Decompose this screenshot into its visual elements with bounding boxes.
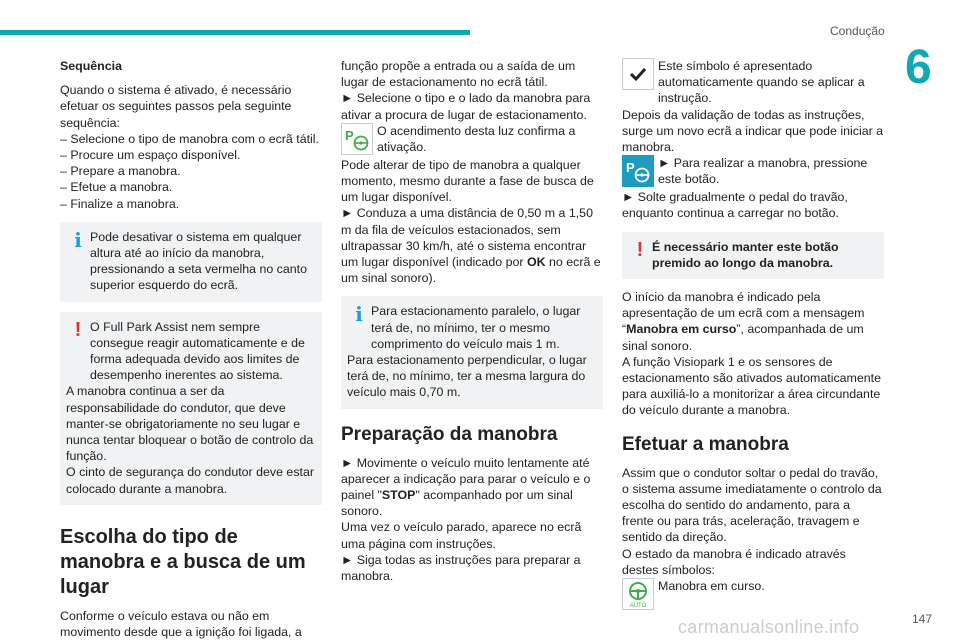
- section-title-preparation: Preparação da manobra: [341, 423, 558, 445]
- chapter-number: 6: [905, 41, 932, 94]
- maneuver-message: Manobra em curso: [626, 322, 737, 337]
- info-note-text: Pode desativar o sistema em qualquer altura até ao início da manobra, pressionando a seta vermelha no canto superior esquerdo do ecrã.: [90, 229, 307, 293]
- section-title-choice: Escolha do tipo de manobra e a busca de um lugar: [60, 525, 306, 598]
- warning-text: A manobra continua a ser da responsabilidade do condutor, que deve manter-se obrigatoriamente no seu lugar e nunca tentar bloquear o botão de controlo da função.: [66, 384, 314, 464]
- checkmark-icon: [622, 58, 654, 90]
- section-title-execute: Efetuar a manobra: [622, 433, 789, 455]
- paragraph: ► Movimente o veículo muito lentamente até aparecer a indicação para parar o veículo e o painel "STOP" acompanhado por um sinal sonoro.: [341, 455, 591, 519]
- check-symbol-text: Este símbolo é apresentado automaticamente quando se aplicar a instrução.: [658, 59, 865, 106]
- paragraph: ► Solte gradualmente o pedal do travão, enquanto continua a carregar no botão.: [622, 190, 848, 221]
- warning-text: É necessário manter este botão premido ao longo da manobra.: [652, 239, 839, 270]
- svg-text:AUTO: AUTO: [629, 603, 647, 609]
- paragraph: Pode alterar de tipo de manobra a qualquer momento, mesmo durante a fase de busca de um lugar disponível.: [341, 157, 594, 205]
- choice-text: Conforme o veículo estava ou não em movimento desde que a ignição foi ligada, a: [60, 608, 302, 640]
- paragraph: função propõe a entrada ou a saída de um lugar de estacionamento no ecrã tátil.: [341, 59, 576, 90]
- paragraph: ► Conduza a uma distância de 0,50 m a 1,50 m da fila de veículos estacionados, sem ultrapassar 30 km/h, até o sistema encontrar um lugar disponível (indicado por OK no ecrã e um sinal sonoro).: [341, 206, 601, 286]
- park-light-block: [341, 123, 603, 157]
- paragraph: A função Visiopark 1 e os sensores de estacionamento são ativados automaticamente para auxiliá-lo a monitorizar a área circundante do veículo durante a manobra.: [622, 354, 881, 418]
- step-item: – Selecione o tipo de manobra com o ecrã tátil.: [60, 131, 319, 146]
- park-light-text: O acendimento desta luz confirma a ativação.: [377, 123, 576, 155]
- info-note-text: Para estacionamento paralelo, o lugar terá de, no mínimo, ter o mesmo comprimento do veículo mais 1 m.: [371, 304, 581, 351]
- warning-icon: !: [74, 318, 82, 341]
- info-icon: i: [355, 302, 363, 327]
- warning-text: O cinto de segurança do condutor deve estar colocado durante a manobra.: [66, 465, 314, 496]
- auto-symbol-block: [622, 578, 884, 612]
- step-item: – Finalize a manobra.: [60, 196, 180, 211]
- step-item: – Efetue a manobra.: [60, 180, 173, 195]
- paragraph: O início da manobra é indicado pela apresentação de um ecrã com a mensagem “Manobra em curso”, acompanhada de um sinal sonoro.: [622, 290, 865, 353]
- header-title: Condução: [830, 24, 885, 38]
- column-3: [622, 58, 884, 612]
- auto-symbol-text: Manobra em curso.: [658, 579, 765, 594]
- paragraph: ► Siga todas as instruções para preparar a manobra.: [341, 552, 581, 584]
- svg-text:P: P: [626, 160, 635, 176]
- step-item: – Procure um espaço disponível.: [60, 148, 241, 163]
- sequence-intro: Quando o sistema é ativado, é necessário efetuar os seguintes passos pela seguinte sequência:: [60, 83, 292, 130]
- info-icon: i: [74, 227, 82, 252]
- check-symbol-block: [622, 58, 884, 107]
- info-note: [341, 296, 603, 408]
- paragraph: O estado da manobra é indicado através destes símbolos:: [622, 546, 846, 577]
- park-button-text: ► Para realizar a manobra, pressione este botão.: [658, 156, 868, 187]
- column-1: [60, 58, 322, 640]
- paragraph: Uma vez o veículo parado, aparece no ecrã uma página com instruções.: [341, 520, 582, 551]
- ok-label: OK: [526, 255, 546, 270]
- info-note-text: Para estacionamento perpendicular, o lugar terá de, no mínimo, ter a mesma largura do veículo mais 0,70 m.: [347, 353, 587, 400]
- watermark: carmanualsonline.info: [678, 617, 860, 637]
- svg-text:P: P: [345, 127, 354, 143]
- info-note: [60, 222, 322, 302]
- page-number: 147: [912, 612, 933, 626]
- park-assist-button-icon: [622, 155, 654, 187]
- column-2: [341, 58, 603, 584]
- park-button-block: [622, 155, 884, 189]
- step-item: – Prepare a manobra.: [60, 164, 181, 179]
- warning-note: [622, 232, 884, 279]
- warning-text: O Full Park Assist nem sempre consegue reagir automaticamente e de forma adequada devido aos limites de desempenho inerentes ao sistema.: [90, 319, 305, 383]
- header-accent-bar: [0, 30, 470, 35]
- warning-icon: !: [636, 238, 644, 261]
- park-assist-light-icon: [341, 123, 373, 155]
- paragraph: Depois da validação de todas as instruções, surge um novo ecrã a indicar que pode iniciar a manobra.: [622, 107, 884, 155]
- stop-label: STOP: [381, 488, 416, 503]
- paragraph: ► Selecione o tipo e o lado da manobra para ativar a procura de lugar de estacionamento.: [341, 91, 591, 122]
- sequence-heading: Sequência: [60, 59, 122, 73]
- steering-wheel-auto-icon: [622, 578, 654, 610]
- paragraph: Assim que o condutor soltar o pedal do travão, o sistema assume imediatamente o controlo da escolha do sentido do andamento, para a frente ou para trás, aceleração, travagem e sentido da direção.: [622, 465, 882, 545]
- warning-note: [60, 312, 322, 505]
